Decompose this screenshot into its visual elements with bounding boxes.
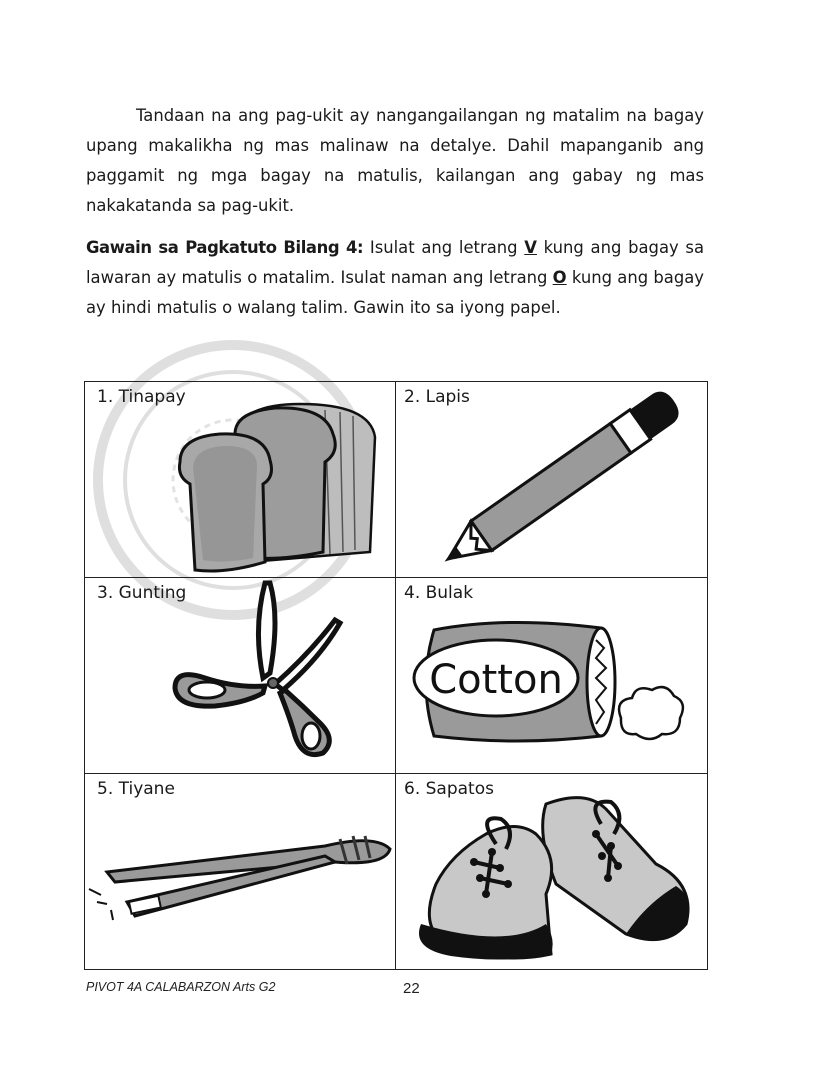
item-label: 6. Sapatos (404, 779, 494, 799)
item-label: 3. Gunting (97, 583, 187, 603)
activity-instructions (86, 233, 704, 323)
item-label: 5. Tiyane (97, 779, 175, 799)
item-label: 1. Tinapay (97, 387, 186, 407)
item-cell-bread (85, 382, 396, 578)
footer-source: PIVOT 4A CALABARZON Arts G2 (86, 980, 276, 994)
item-cell-shoes (396, 774, 707, 969)
scissors-icon (85, 578, 395, 774)
items-table (84, 381, 708, 970)
page-number: 22 (403, 980, 420, 997)
intro-paragraph: Tandaan na ang pag-ukit ay nangangailangan ng matalim na bagay upang makalikha ng mas malinaw na detalye. Dahil mapanganib ang paggamit ng mga bagay na matulis, kailangan ang gabay ng mas nakakatanda sa pag-ukit. (86, 106, 704, 215)
cotton-pack-icon (396, 578, 708, 774)
tweezers-icon (85, 774, 395, 970)
item-cell-tweezers (85, 774, 396, 969)
bread-icon (85, 382, 395, 578)
instruction-text-b: kung ang bagay sa lawaran ay matulis o matalim. Isulat naman ang letrang (86, 238, 704, 287)
item-cell-pencil (396, 382, 707, 578)
item-label: 4. Bulak (404, 583, 474, 603)
item-cell-cotton (396, 578, 707, 774)
shoes-icon (396, 774, 708, 970)
letter-o: O (552, 268, 567, 287)
pencil-icon (396, 382, 708, 578)
item-label: 2. Lapis (404, 387, 470, 407)
activity-heading: Gawain sa Pagkatuto Bilang 4: (86, 238, 364, 257)
cotton-pack-text: Cotton (429, 657, 563, 703)
instruction-text-a: Isulat ang letrang (363, 238, 525, 257)
letter-v: V (524, 238, 537, 257)
instruction-text-c: kung ang bagay ay hindi matulis o walang talim. Gawin ito sa iyong papel. (86, 268, 704, 317)
item-cell-scissors (85, 578, 396, 774)
